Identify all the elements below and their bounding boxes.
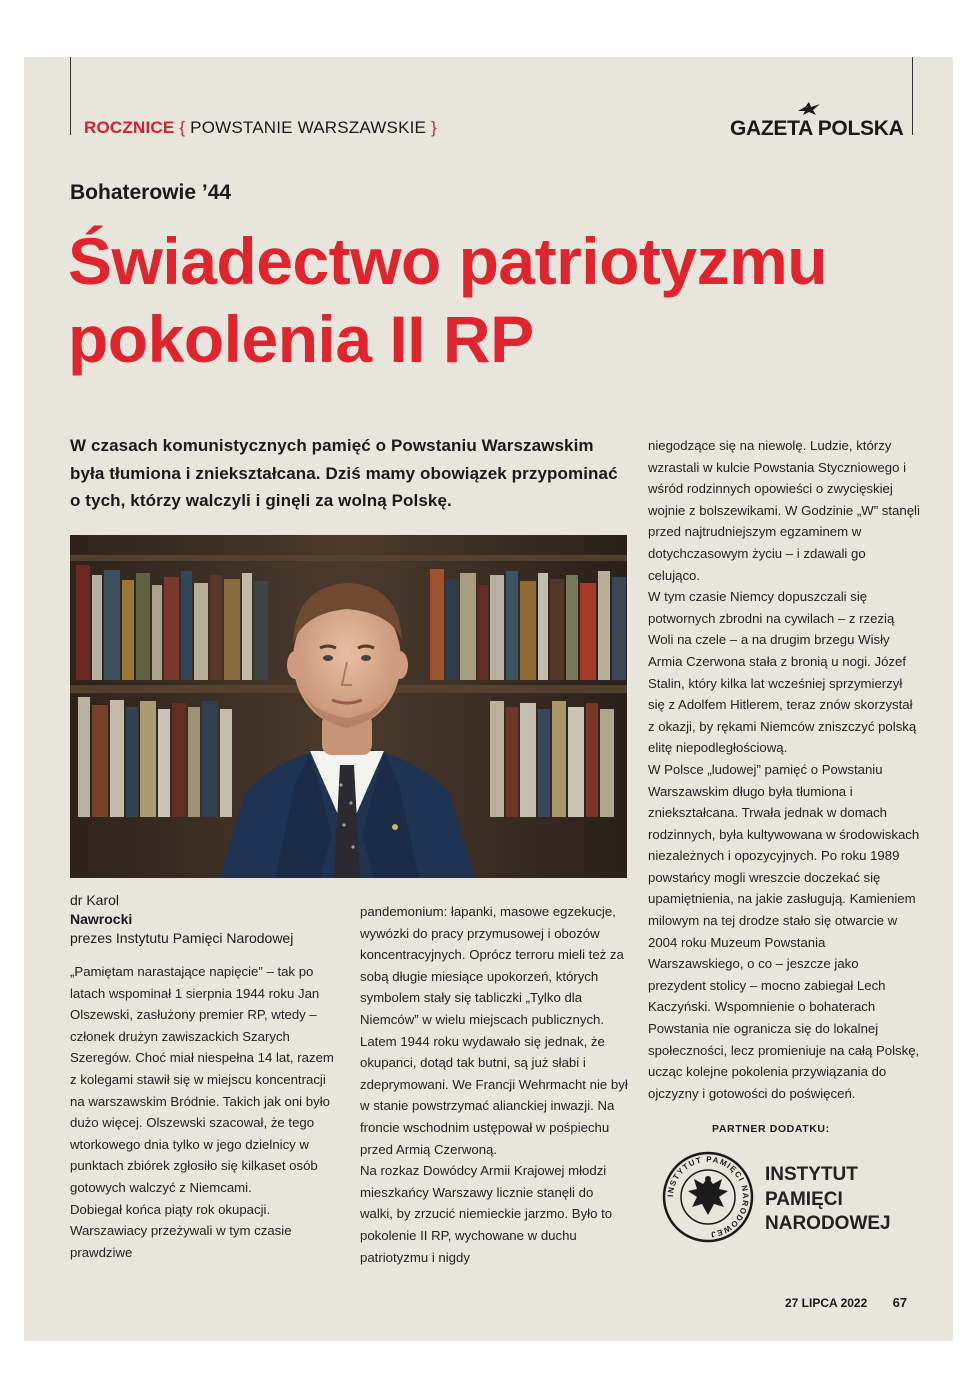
header-left-rule (70, 57, 71, 135)
article-column-2 (360, 901, 628, 1268)
seal-text: INSTYTUT PAMIĘCI NARODOWEJ (665, 1154, 751, 1240)
subsection-label: POWSTANIE WARSZAWSKIE (190, 118, 427, 137)
paragraph: W Polsce „ludowej” pamięć o Powstaniu Warszawskim długo była tłumiona i zniekształcana. Trwała jednak w domach rodzinnych, była kultywowana w środowiskach niezależnych i opozycyjnych. Po roku 1989 powstańcy mogli wreszcie doczekać się upamiętnienia, na jakie zasługują. Kamieniem milowym na tej drodze stało się otwarcie w 2004 roku Muzeum Powstania Warszawskiego, o co – jeszcze jako prezydent stolicy – mocno zabiegał Lech Kaczyński. Wspomnienie o bohaterach Powstania nie ogranicza się do lokalnej społeczności, lecz promieniuje na całą Polskę, ucząc kolejne pokolenia przywiązania do ojczyzny i gotowości do poświęceń. (648, 761, 920, 1101)
section-label: ROCZNICE (84, 118, 175, 137)
brace-close: } (431, 118, 437, 137)
paragraph: W tym czasie Niemcy dopuszczali się potwornych zbrodni na cywilach – z rzezią Woli na czele – a na drugim brzegu Wisły Armia Czerwona stała z bronią u nogi. Józef Stalin, który kilka lat wcześniej sprzymierzył się z Adolfem Hitlerem, teraz znów skorzystał z okazji, by rękami Niemców zniszczyć polską elitę niepodległościową. (648, 589, 917, 756)
page (24, 57, 953, 1341)
title-line-2: pokolenia II RP (68, 302, 534, 376)
article-kicker: Bohaterowie ’44 (70, 181, 232, 204)
ipn-name-line-2: PAMIĘCI (765, 1188, 843, 1210)
section-header (84, 118, 437, 138)
issue-date: 27 LIPCA 2022 (785, 1296, 868, 1310)
brace-open: { (179, 118, 186, 137)
article-column-3 (648, 435, 920, 1104)
header-right-rule (912, 57, 913, 135)
author-name: Nawrocki (70, 911, 133, 927)
ipn-name (765, 1163, 891, 1237)
article-lead: W czasach komunistycznych pamięć o Powstaniu Warszawskim była tłumiona i zniekształcana. Dziś mamy obowiązek przypominać o tych, którzy walczyli i ginęli za wolną Polskę. (70, 436, 618, 510)
gazeta-polska-logo (730, 109, 904, 141)
page-number: 67 (892, 1295, 908, 1310)
author-role: prezes Instytutu Pamięci Narodowej (70, 930, 294, 946)
article-title (68, 222, 827, 378)
partner-label: PARTNER DODATKU: (712, 1123, 830, 1135)
ipn-name-line-1: INSTYTUT (765, 1164, 858, 1185)
paragraph: niegodzące się na niewolę. Ludzie, którzy wzrastali w kulcie Powstania Styczniowego i wśród rodzinnych opowieści o zwycięskiej wojnie z bolszewikami. W Godzinie „W” stanęli przed najtrudniejszym egzaminem w dotychczasowym życiu – i zdawali go celująco. (648, 438, 920, 583)
author-photo (70, 535, 627, 878)
logo-text: GAZETA POLSKA (730, 117, 904, 140)
paragraph: Dobiegał końca piąty rok okupacji. Warszawiacy przeżywali w tym czasie prawdziwe (70, 1201, 292, 1260)
title-line-1: Świadectwo patriotyzmu (68, 224, 828, 298)
paragraph: „Pamiętam narastające napięcie” – tak po latach wspominał 1 sierpnia 1944 roku Jan Olszewski, zasłużony premier RP, wtedy – członek drużyn zawiszackich Szarych Szeregów. Choć miał niespełna 14 lat, razem z kolegami stawił się w miejscu koncentracji na warszawskim Bródnie. Takich jak oni było dużo więcej. Olszewski szacował, że tego wtorkowego dnia tylko w jego dzielnicy w punktach zbiórek zgłosiło się kilkaset osób gotowych walczyć z Niemcami. (70, 964, 334, 1195)
paragraph: Na rozkaz Dowódcy Armii Krajowej młodzi mieszkańcy Warszawy licznie stanęli do walki, by zrzucić niemieckie jarzmo. Było to pokolenie II RP, wychowane w duchu patriotyzmu i nigdy (360, 1163, 613, 1265)
author-caption (70, 891, 293, 948)
article-column-1 (70, 961, 340, 1263)
page-footer (785, 1295, 907, 1310)
paragraph: pandemonium: łapanki, masowe egzekucje, wywózki do pracy przymusowej i obozów koncentracyjnych. Oprócz terroru mieli też za sobą długie miesiące upokorzeń, których symbolem stały się tabliczki „Tylko dla Niemców” w wielu miejscach publicznych. Latem 1944 roku wydawało się jednak, że okupanci, dotąd tak butni, są już słabi i zdeprymowani. We Francji Wehrmacht nie był w stanie powstrzymać alianckiej inwazji. Na froncie wschodnim ustępował w pośpiechu przed Armią Czerwoną. (360, 904, 628, 1157)
ipn-name-line-3: NARODOWEJ (765, 1213, 891, 1234)
ipn-seal-logo (662, 1151, 754, 1243)
author-prefix: dr Karol (70, 892, 120, 908)
